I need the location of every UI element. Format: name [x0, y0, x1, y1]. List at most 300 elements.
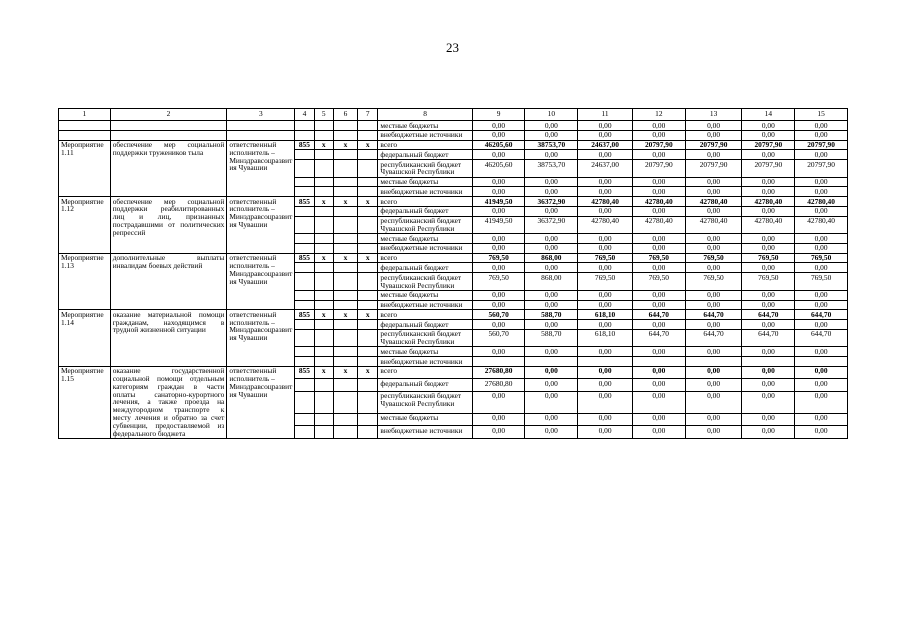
value-cell: 0,00: [472, 234, 525, 244]
source-cell: местные бюджеты: [378, 121, 472, 131]
header-cell: 11: [578, 109, 633, 121]
empty-cell: [333, 413, 357, 425]
value-cell: [632, 357, 685, 367]
value-cell: 0,00: [795, 234, 848, 244]
value-cell: 0,00: [578, 243, 633, 253]
value-cell: 20797,90: [685, 140, 742, 150]
empty-cell: [333, 177, 357, 187]
empty-cell: [358, 379, 378, 391]
empty-cell: [358, 391, 378, 413]
code-cell: 855: [295, 310, 314, 320]
value-cell: 0,00: [632, 366, 685, 378]
empty-cell: [295, 234, 314, 244]
empty-cell: [110, 130, 227, 140]
value-cell: 0,00: [795, 263, 848, 273]
code-cell: x: [314, 140, 333, 150]
source-cell: внебюджетные источники: [378, 357, 472, 367]
value-cell: 0,00: [742, 300, 795, 310]
empty-cell: [358, 187, 378, 197]
value-cell: 0,00: [742, 426, 795, 438]
value-cell: 0,00: [685, 130, 742, 140]
code-cell: x: [314, 366, 333, 378]
code-cell: x: [333, 310, 357, 320]
empty-cell: [314, 243, 333, 253]
value-cell: 0,00: [795, 320, 848, 330]
value-cell: 36372,90: [525, 216, 578, 234]
value-cell: 0,00: [525, 121, 578, 131]
empty-cell: [314, 329, 333, 347]
value-cell: 644,70: [685, 329, 742, 347]
header-cell: 9: [472, 109, 525, 121]
value-cell: 0,00: [632, 177, 685, 187]
header-cell: 7: [358, 109, 378, 121]
value-cell: 0,00: [742, 366, 795, 378]
value-cell: 0,00: [742, 130, 795, 140]
value-cell: 0,00: [578, 206, 633, 216]
measure-cell: Мероприятие 1.15: [59, 366, 111, 438]
source-cell: местные бюджеты: [378, 413, 472, 425]
value-cell: 0,00: [472, 347, 525, 357]
value-cell: 769,50: [578, 253, 633, 263]
value-cell: 769,50: [795, 253, 848, 263]
empty-cell: [295, 187, 314, 197]
empty-cell: [295, 347, 314, 357]
empty-cell: [314, 130, 333, 140]
value-cell: [685, 357, 742, 367]
source-cell: республиканский бюджет Чувашской Республики: [378, 391, 472, 413]
value-cell: 24637,00: [578, 160, 633, 178]
source-cell: республиканский бюджет Чувашской Республики: [378, 329, 472, 347]
empty-cell: [314, 290, 333, 300]
code-cell: x: [314, 310, 333, 320]
value-cell: 36372,90: [525, 197, 578, 207]
value-cell: 42780,40: [632, 216, 685, 234]
value-cell: 0,00: [578, 234, 633, 244]
value-cell: 0,00: [742, 320, 795, 330]
value-cell: 42780,40: [632, 197, 685, 207]
value-cell: 0,00: [685, 300, 742, 310]
value-cell: 0,00: [632, 413, 685, 425]
value-cell: 38753,70: [525, 140, 578, 150]
value-cell: 560,70: [472, 310, 525, 320]
value-cell: 0,00: [472, 177, 525, 187]
value-cell: 20797,90: [685, 160, 742, 178]
value-cell: 0,00: [525, 177, 578, 187]
table-row: [59, 121, 848, 131]
value-cell: 868,00: [525, 273, 578, 291]
value-cell: 0,00: [742, 234, 795, 244]
source-cell: внебюджетные источники: [378, 130, 472, 140]
code-cell: x: [333, 140, 357, 150]
empty-cell: [333, 290, 357, 300]
source-cell: республиканский бюджет Чувашской Республики: [378, 216, 472, 234]
measure-cell: Мероприятие 1.11: [59, 140, 111, 197]
value-cell: 0,00: [578, 300, 633, 310]
value-cell: 42780,40: [578, 197, 633, 207]
empty-cell: [295, 300, 314, 310]
source-cell: всего: [378, 140, 472, 150]
code-cell: 855: [295, 140, 314, 150]
source-cell: республиканский бюджет Чувашской Республики: [378, 160, 472, 178]
value-cell: 644,70: [632, 329, 685, 347]
value-cell: 38753,70: [525, 160, 578, 178]
value-cell: 588,70: [525, 310, 578, 320]
value-cell: 769,50: [742, 273, 795, 291]
empty-cell: [314, 150, 333, 160]
empty-cell: [314, 187, 333, 197]
empty-cell: [333, 347, 357, 357]
header-cell: 10: [525, 109, 578, 121]
empty-cell: [314, 234, 333, 244]
header-cell: 1: [59, 109, 111, 121]
value-cell: 27680,80: [472, 379, 525, 391]
value-cell: 0,00: [632, 290, 685, 300]
value-cell: 0,00: [742, 206, 795, 216]
value-cell: 0,00: [525, 413, 578, 425]
value-cell: 769,50: [742, 253, 795, 263]
empty-cell: [358, 273, 378, 291]
value-cell: 588,70: [525, 329, 578, 347]
value-cell: 0,00: [578, 413, 633, 425]
value-cell: 0,00: [742, 243, 795, 253]
value-cell: 0,00: [742, 177, 795, 187]
empty-cell: [295, 150, 314, 160]
empty-cell: [314, 391, 333, 413]
code-cell: x: [333, 366, 357, 378]
empty-cell: [59, 130, 111, 140]
value-cell: 0,00: [685, 426, 742, 438]
empty-cell: [295, 329, 314, 347]
value-cell: 0,00: [742, 290, 795, 300]
value-cell: 0,00: [632, 121, 685, 131]
value-cell: 42780,40: [742, 197, 795, 207]
empty-cell: [295, 216, 314, 234]
header-cell: 2: [110, 109, 227, 121]
value-cell: 769,50: [472, 253, 525, 263]
value-cell: 0,00: [685, 347, 742, 357]
value-cell: 24637,00: [578, 140, 633, 150]
empty-cell: [295, 243, 314, 253]
description-cell: оказание материальной помощи гражданам, находящимся в трудной жизненной ситуации: [110, 310, 227, 367]
empty-cell: [358, 130, 378, 140]
value-cell: 0,00: [795, 347, 848, 357]
value-cell: 27680,80: [472, 366, 525, 378]
source-cell: федеральный бюджет: [378, 263, 472, 273]
header-cell: 3: [227, 109, 295, 121]
value-cell: 769,50: [685, 273, 742, 291]
value-cell: 0,00: [578, 426, 633, 438]
empty-cell: [333, 216, 357, 234]
header-cell: 12: [632, 109, 685, 121]
value-cell: 0,00: [742, 347, 795, 357]
code-cell: x: [358, 140, 378, 150]
header-cell: 4: [295, 109, 314, 121]
code-cell: x: [333, 197, 357, 207]
empty-cell: [295, 357, 314, 367]
value-cell: 560,70: [472, 329, 525, 347]
value-cell: 644,70: [742, 310, 795, 320]
empty-cell: [333, 121, 357, 131]
value-cell: [795, 357, 848, 367]
value-cell: 0,00: [578, 379, 633, 391]
value-cell: 0,00: [525, 391, 578, 413]
value-cell: 42780,40: [795, 216, 848, 234]
source-cell: местные бюджеты: [378, 234, 472, 244]
page-number: 23: [446, 40, 459, 55]
empty-cell: [333, 234, 357, 244]
empty-cell: [358, 300, 378, 310]
value-cell: 644,70: [795, 329, 848, 347]
value-cell: [525, 357, 578, 367]
value-cell: 0,00: [578, 150, 633, 160]
value-cell: 0,00: [472, 426, 525, 438]
measure-cell: Мероприятие 1.13: [59, 253, 111, 310]
code-cell: x: [314, 253, 333, 263]
value-cell: 0,00: [525, 263, 578, 273]
value-cell: [742, 357, 795, 367]
empty-cell: [358, 290, 378, 300]
value-cell: 0,00: [685, 150, 742, 160]
header-cell: 15: [795, 109, 848, 121]
value-cell: 0,00: [795, 290, 848, 300]
table-row: [59, 130, 848, 140]
empty-cell: [358, 320, 378, 330]
value-cell: 0,00: [525, 130, 578, 140]
value-cell: 0,00: [795, 150, 848, 160]
code-cell: x: [333, 253, 357, 263]
source-cell: федеральный бюджет: [378, 206, 472, 216]
code-cell: x: [358, 197, 378, 207]
value-cell: 0,00: [578, 187, 633, 197]
value-cell: 868,00: [525, 253, 578, 263]
empty-cell: [333, 320, 357, 330]
value-cell: 42780,40: [685, 197, 742, 207]
empty-cell: [314, 263, 333, 273]
value-cell: 0,00: [578, 366, 633, 378]
value-cell: 0,00: [685, 379, 742, 391]
value-cell: 0,00: [525, 366, 578, 378]
code-cell: 855: [295, 366, 314, 378]
value-cell: 0,00: [795, 426, 848, 438]
value-cell: 0,00: [685, 177, 742, 187]
empty-cell: [314, 160, 333, 178]
value-cell: 20797,90: [632, 140, 685, 150]
value-cell: 0,00: [525, 300, 578, 310]
code-cell: 855: [295, 197, 314, 207]
value-cell: 0,00: [525, 320, 578, 330]
value-cell: 0,00: [795, 206, 848, 216]
empty-cell: [333, 273, 357, 291]
description-cell: обеспечение мер социальной поддержки реабилитированных лиц и лиц, признанных пострадавшими от политических репрессий: [110, 197, 227, 254]
value-cell: 0,00: [632, 150, 685, 160]
value-cell: 0,00: [525, 243, 578, 253]
value-cell: 0,00: [472, 413, 525, 425]
empty-cell: [333, 150, 357, 160]
value-cell: 618,10: [578, 310, 633, 320]
value-cell: 0,00: [632, 187, 685, 197]
value-cell: 0,00: [472, 121, 525, 131]
value-cell: 0,00: [795, 366, 848, 378]
empty-cell: [333, 187, 357, 197]
value-cell: 42780,40: [685, 216, 742, 234]
value-cell: 0,00: [685, 290, 742, 300]
empty-cell: [358, 347, 378, 357]
empty-cell: [295, 320, 314, 330]
value-cell: 0,00: [632, 320, 685, 330]
value-cell: 0,00: [742, 187, 795, 197]
value-cell: 769,50: [685, 253, 742, 263]
empty-cell: [314, 206, 333, 216]
empty-cell: [295, 177, 314, 187]
value-cell: 46205,60: [472, 140, 525, 150]
value-cell: 0,00: [578, 263, 633, 273]
value-cell: 0,00: [685, 243, 742, 253]
value-cell: 42780,40: [742, 216, 795, 234]
empty-cell: [295, 426, 314, 438]
value-cell: 0,00: [795, 187, 848, 197]
header-cell: 6: [333, 109, 357, 121]
value-cell: 0,00: [632, 206, 685, 216]
value-cell: 0,00: [472, 320, 525, 330]
value-cell: 618,10: [578, 329, 633, 347]
table-row: [59, 366, 848, 378]
empty-cell: [358, 357, 378, 367]
value-cell: 0,00: [632, 379, 685, 391]
value-cell: 42780,40: [578, 216, 633, 234]
value-cell: 769,50: [578, 273, 633, 291]
value-cell: 0,00: [632, 234, 685, 244]
empty-cell: [333, 160, 357, 178]
header-cell: 8: [378, 109, 472, 121]
value-cell: 0,00: [685, 206, 742, 216]
empty-cell: [333, 130, 357, 140]
value-cell: 644,70: [685, 310, 742, 320]
value-cell: 41949,50: [472, 197, 525, 207]
value-cell: 0,00: [578, 121, 633, 131]
empty-cell: [333, 329, 357, 347]
value-cell: 0,00: [472, 150, 525, 160]
empty-cell: [358, 413, 378, 425]
executor-cell: ответственный исполнитель – Минздравсоцразвития Чувашии: [227, 140, 295, 197]
value-cell: 20797,90: [795, 140, 848, 150]
measure-cell: Мероприятие 1.14: [59, 310, 111, 367]
empty-cell: [295, 391, 314, 413]
empty-cell: [59, 121, 111, 131]
value-cell: 20797,90: [742, 140, 795, 150]
empty-cell: [295, 290, 314, 300]
value-cell: 0,00: [578, 391, 633, 413]
value-cell: 0,00: [795, 413, 848, 425]
empty-cell: [333, 426, 357, 438]
value-cell: 0,00: [685, 366, 742, 378]
code-cell: x: [358, 310, 378, 320]
value-cell: 42780,40: [795, 197, 848, 207]
value-cell: 0,00: [795, 177, 848, 187]
empty-cell: [295, 206, 314, 216]
value-cell: 0,00: [795, 130, 848, 140]
empty-cell: [295, 160, 314, 178]
header-row: [59, 109, 848, 121]
description-cell: обеспечение мер социальной поддержки тружеников тыла: [110, 140, 227, 197]
value-cell: 20797,90: [742, 160, 795, 178]
empty-cell: [358, 243, 378, 253]
source-cell: внебюджетные источники: [378, 243, 472, 253]
empty-cell: [358, 121, 378, 131]
empty-cell: [314, 216, 333, 234]
empty-cell: [227, 130, 295, 140]
source-cell: внебюджетные источники: [378, 187, 472, 197]
value-cell: 20797,90: [795, 160, 848, 178]
value-cell: 0,00: [685, 391, 742, 413]
empty-cell: [358, 426, 378, 438]
empty-cell: [333, 379, 357, 391]
source-cell: федеральный бюджет: [378, 320, 472, 330]
code-cell: x: [314, 197, 333, 207]
value-cell: 0,00: [632, 347, 685, 357]
value-cell: 0,00: [632, 426, 685, 438]
value-cell: [578, 357, 633, 367]
value-cell: 0,00: [525, 234, 578, 244]
value-cell: 0,00: [578, 347, 633, 357]
value-cell: 0,00: [525, 150, 578, 160]
source-cell: федеральный бюджет: [378, 379, 472, 391]
header-cell: 14: [742, 109, 795, 121]
source-cell: местные бюджеты: [378, 347, 472, 357]
empty-cell: [314, 320, 333, 330]
value-cell: 644,70: [795, 310, 848, 320]
source-cell: всего: [378, 253, 472, 263]
value-cell: 0,00: [685, 320, 742, 330]
value-cell: 0,00: [742, 391, 795, 413]
empty-cell: [227, 121, 295, 131]
empty-cell: [314, 357, 333, 367]
empty-cell: [358, 206, 378, 216]
value-cell: 0,00: [742, 413, 795, 425]
executor-cell: ответственный исполнитель – Минздравсоцразвития Чувашии: [227, 366, 295, 438]
value-cell: 0,00: [685, 187, 742, 197]
header-cell: 13: [685, 109, 742, 121]
source-cell: федеральный бюджет: [378, 150, 472, 160]
source-cell: всего: [378, 366, 472, 378]
empty-cell: [333, 243, 357, 253]
value-cell: 0,00: [742, 379, 795, 391]
executor-cell: ответственный исполнитель – Минздравсоцразвития Чувашии: [227, 253, 295, 310]
code-cell: 855: [295, 253, 314, 263]
table-row: [59, 140, 848, 150]
measure-cell: Мероприятие 1.12: [59, 197, 111, 254]
value-cell: 769,50: [632, 253, 685, 263]
empty-cell: [314, 121, 333, 131]
empty-cell: [333, 300, 357, 310]
table-row: [59, 253, 848, 263]
value-cell: 644,70: [742, 329, 795, 347]
value-cell: 0,00: [742, 121, 795, 131]
empty-cell: [358, 177, 378, 187]
value-cell: 41949,50: [472, 216, 525, 234]
value-cell: 0,00: [525, 379, 578, 391]
value-cell: 0,00: [685, 121, 742, 131]
empty-cell: [110, 121, 227, 131]
value-cell: 0,00: [578, 290, 633, 300]
value-cell: 0,00: [632, 391, 685, 413]
value-cell: 0,00: [525, 187, 578, 197]
code-cell: x: [358, 253, 378, 263]
value-cell: 0,00: [632, 263, 685, 273]
value-cell: 0,00: [795, 243, 848, 253]
empty-cell: [333, 263, 357, 273]
empty-cell: [333, 391, 357, 413]
empty-cell: [358, 150, 378, 160]
